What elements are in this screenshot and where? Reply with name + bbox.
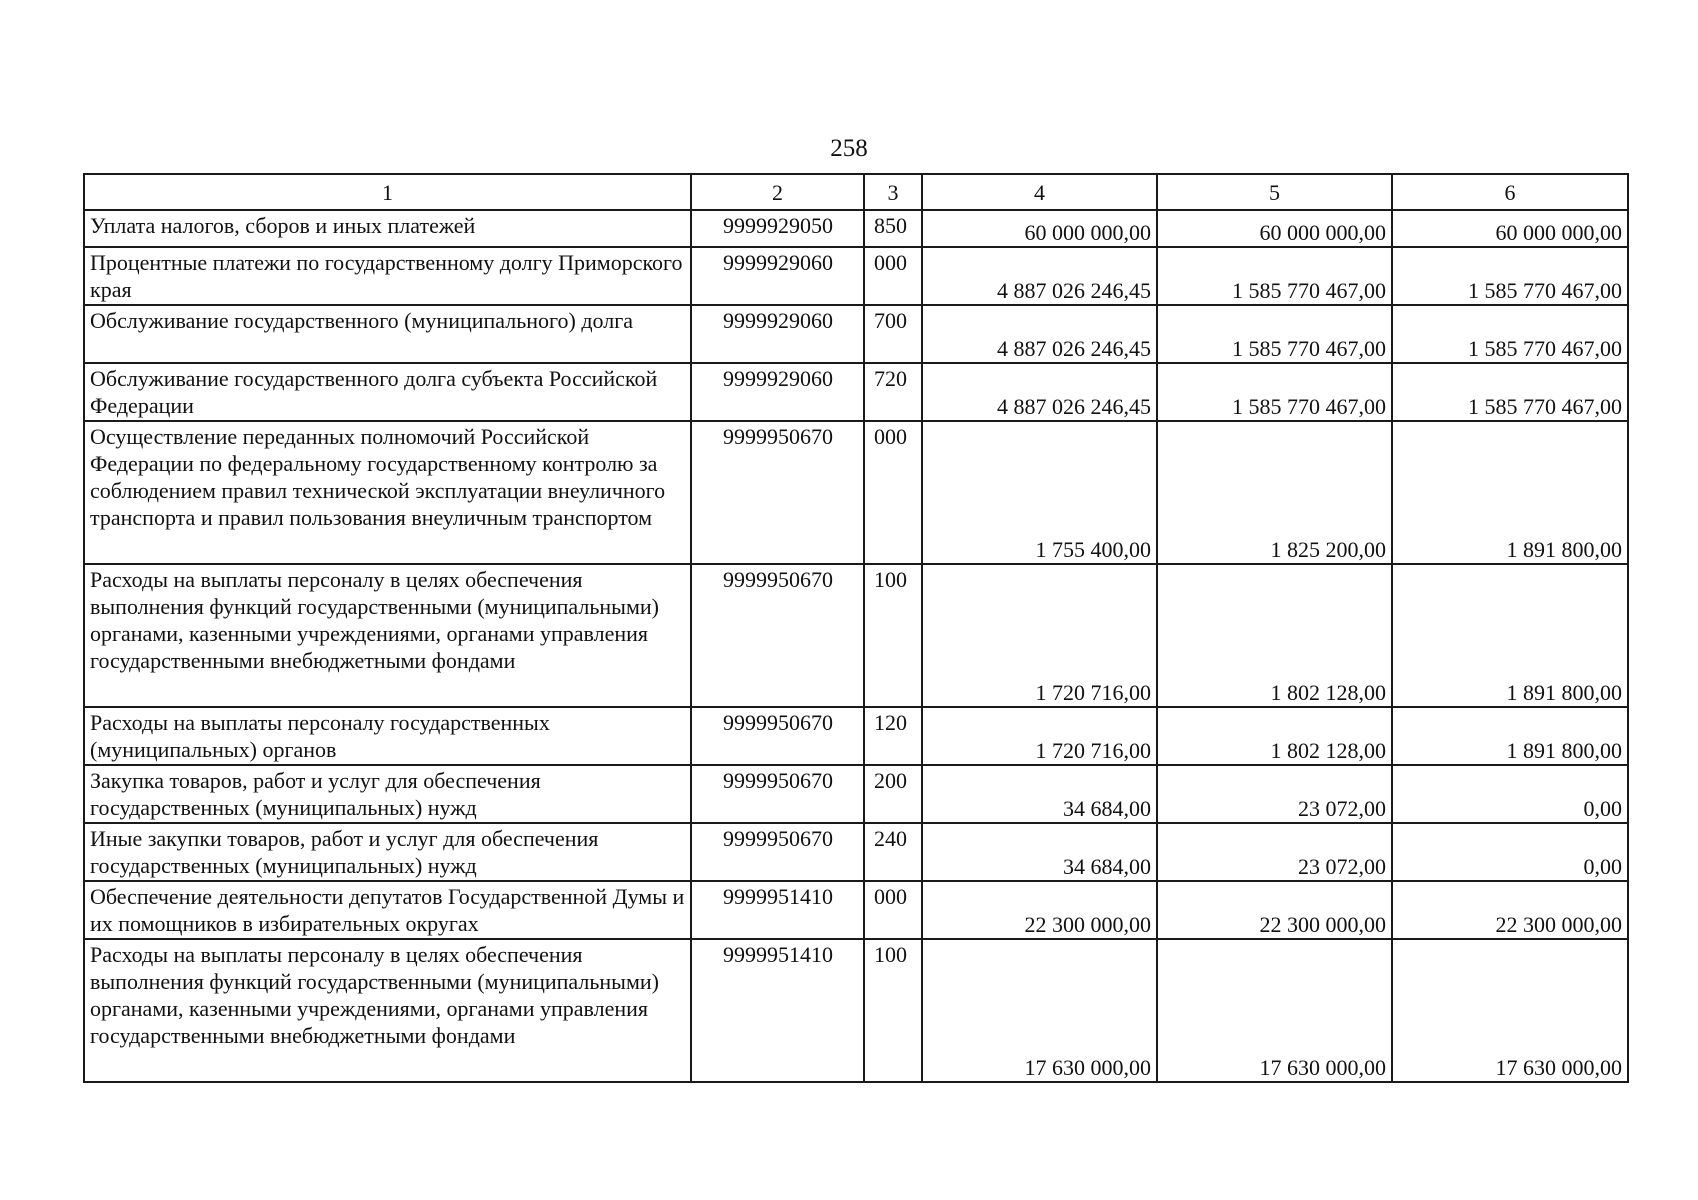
expense-type-code-cell: 120 — [864, 707, 922, 765]
column-number-header: 5 — [1157, 174, 1392, 210]
amount-col6-cell: 1 891 800,00 — [1392, 707, 1628, 765]
amount-col5-cell: 17 630 000,00 — [1157, 939, 1392, 1082]
target-article-code-cell: 9999929050 — [691, 210, 864, 247]
expense-type-code-cell: 850 — [864, 210, 922, 247]
expense-type-code-cell: 200 — [864, 765, 922, 823]
expense-type-code-cell: 240 — [864, 823, 922, 881]
amount-col6-cell: 0,00 — [1392, 823, 1628, 881]
expense-type-code-cell: 100 — [864, 564, 922, 707]
target-article-code-cell: 9999950670 — [691, 765, 864, 823]
target-article-code-cell: 9999950670 — [691, 823, 864, 881]
table-row — [84, 707, 1628, 765]
expense-type-code-cell: 700 — [864, 305, 922, 363]
expense-type-code-cell: 720 — [864, 363, 922, 421]
table-row — [84, 881, 1628, 939]
table-row — [84, 363, 1628, 421]
row-name-cell: Уплата налогов, сборов и иных платежей — [84, 210, 691, 247]
amount-col6-cell: 60 000 000,00 — [1392, 210, 1628, 247]
amount-col4-cell: 1 720 716,00 — [922, 707, 1157, 765]
amount-col5-cell: 23 072,00 — [1157, 823, 1392, 881]
amount-col6-cell: 1 585 770 467,00 — [1392, 247, 1628, 305]
amount-col6-cell: 0,00 — [1392, 765, 1628, 823]
row-name-cell: Процентные платежи по государственному долгу Приморского края — [84, 247, 691, 305]
column-number-header-row — [84, 174, 1628, 210]
amount-col6-cell: 1 891 800,00 — [1392, 421, 1628, 564]
target-article-code-cell: 9999951410 — [691, 881, 864, 939]
amount-col4-cell: 22 300 000,00 — [922, 881, 1157, 939]
amount-col4-cell: 1 755 400,00 — [922, 421, 1157, 564]
amount-col5-cell: 23 072,00 — [1157, 765, 1392, 823]
amount-col4-cell: 4 887 026 246,45 — [922, 247, 1157, 305]
row-name-cell: Иные закупки товаров, работ и услуг для обеспечения государственных (муниципальных) нужд — [84, 823, 691, 881]
amount-col5-cell: 60 000 000,00 — [1157, 210, 1392, 247]
target-article-code-cell: 9999950670 — [691, 421, 864, 564]
table-row — [84, 421, 1628, 564]
table-row — [84, 210, 1628, 247]
column-number-header: 6 — [1392, 174, 1628, 210]
table-row — [84, 939, 1628, 1082]
row-name-cell: Обеспечение деятельности депутатов Государственной Думы и их помощников в избирательных округах — [84, 881, 691, 939]
amount-col4-cell: 34 684,00 — [922, 765, 1157, 823]
expense-type-code-cell: 100 — [864, 939, 922, 1082]
table-row — [84, 305, 1628, 363]
amount-col6-cell: 1 891 800,00 — [1392, 564, 1628, 707]
amount-col4-cell: 4 887 026 246,45 — [922, 363, 1157, 421]
amount-col4-cell: 1 720 716,00 — [922, 564, 1157, 707]
amount-col4-cell: 4 887 026 246,45 — [922, 305, 1157, 363]
row-name-cell: Закупка товаров, работ и услуг для обеспечения государственных (муниципальных) нужд — [84, 765, 691, 823]
row-name-cell: Расходы на выплаты персоналу в целях обеспечения выполнения функций государственными (муниципальными) органами, казенными учреждениями, органами управления государственными внебюджетными фондами — [84, 564, 691, 707]
amount-col4-cell: 34 684,00 — [922, 823, 1157, 881]
amount-col5-cell: 1 585 770 467,00 — [1157, 247, 1392, 305]
column-number-header: 4 — [922, 174, 1157, 210]
budget-table — [83, 173, 1629, 1083]
amount-col5-cell: 1 802 128,00 — [1157, 707, 1392, 765]
target-article-code-cell: 9999950670 — [691, 707, 864, 765]
column-number-header: 1 — [84, 174, 691, 210]
amount-col6-cell: 1 585 770 467,00 — [1392, 363, 1628, 421]
expense-type-code-cell: 000 — [864, 421, 922, 564]
target-article-code-cell: 9999929060 — [691, 305, 864, 363]
amount-col4-cell: 60 000 000,00 — [922, 210, 1157, 247]
amount-col5-cell: 1 802 128,00 — [1157, 564, 1392, 707]
table-row — [84, 765, 1628, 823]
amount-col6-cell: 1 585 770 467,00 — [1392, 305, 1628, 363]
column-number-header: 2 — [691, 174, 864, 210]
table-row — [84, 247, 1628, 305]
table-row — [84, 823, 1628, 881]
amount-col6-cell: 17 630 000,00 — [1392, 939, 1628, 1082]
expense-type-code-cell: 000 — [864, 247, 922, 305]
page-number: 258 — [830, 135, 868, 162]
amount-col5-cell: 1 825 200,00 — [1157, 421, 1392, 564]
amount-col4-cell: 17 630 000,00 — [922, 939, 1157, 1082]
target-article-code-cell: 9999929060 — [691, 363, 864, 421]
row-name-cell: Обслуживание государственного (муниципального) долга — [84, 305, 691, 363]
target-article-code-cell: 9999951410 — [691, 939, 864, 1082]
column-number-header: 3 — [864, 174, 922, 210]
target-article-code-cell: 9999950670 — [691, 564, 864, 707]
row-name-cell: Расходы на выплаты персоналу в целях обеспечения выполнения функций государственными (муниципальными) органами, казенными учреждениями, органами управления государственными внебюджетными фондами — [84, 939, 691, 1082]
amount-col5-cell: 1 585 770 467,00 — [1157, 305, 1392, 363]
row-name-cell: Осуществление переданных полномочий Российской Федерации по федеральному государственному контролю за соблюдением правил технической эксплуатации внеуличного транспорта и правил пользования внеуличным транспортом — [84, 421, 691, 564]
amount-col6-cell: 22 300 000,00 — [1392, 881, 1628, 939]
target-article-code-cell: 9999929060 — [691, 247, 864, 305]
table-row — [84, 564, 1628, 707]
row-name-cell: Обслуживание государственного долга субъекта Российской Федерации — [84, 363, 691, 421]
row-name-cell: Расходы на выплаты персоналу государственных (муниципальных) органов — [84, 707, 691, 765]
expense-type-code-cell: 000 — [864, 881, 922, 939]
amount-col5-cell: 1 585 770 467,00 — [1157, 363, 1392, 421]
amount-col5-cell: 22 300 000,00 — [1157, 881, 1392, 939]
